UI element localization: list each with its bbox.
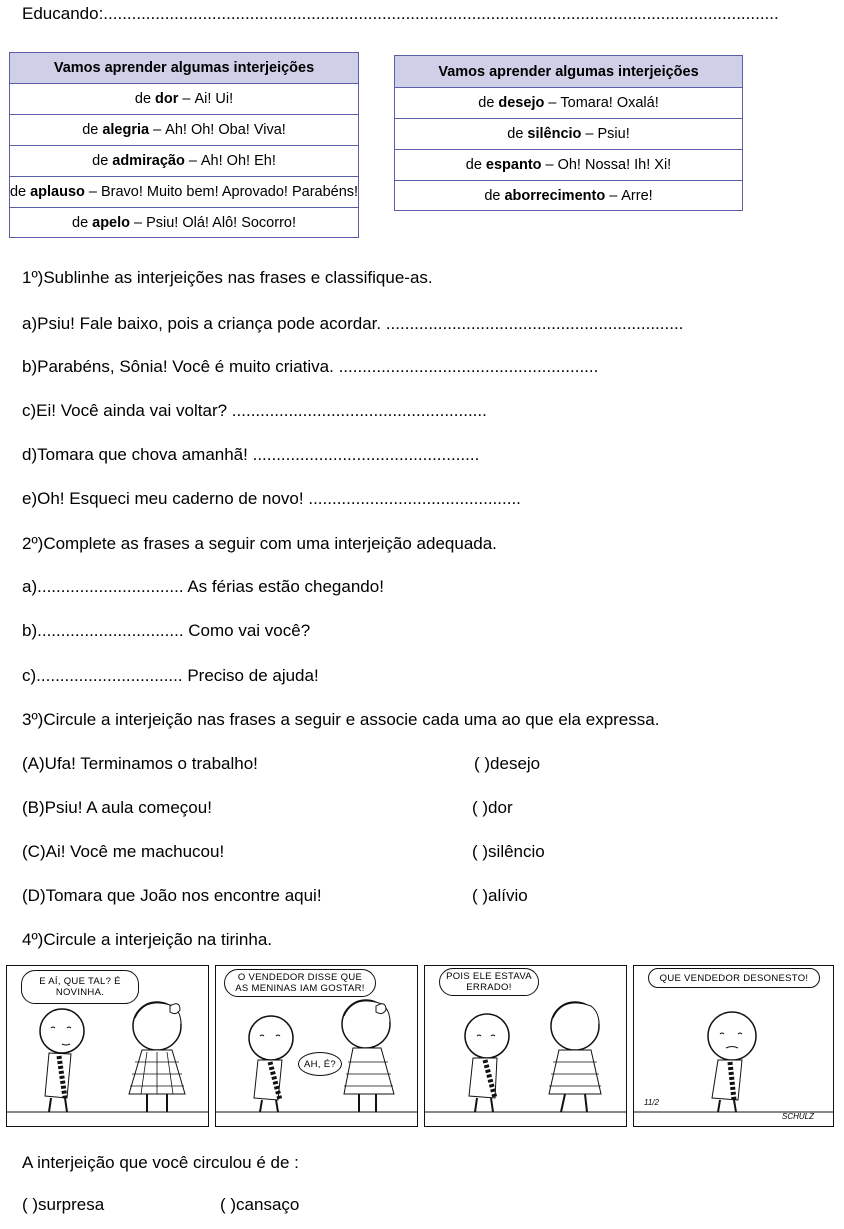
row-dash: – [609,188,618,204]
q4-answer-prompt: A interjeição que você circulou é de : [22,1153,299,1172]
row-prefix: de [92,153,109,169]
q2-item-text: Como vai você? [188,621,311,640]
table-row-admiracao [10,145,358,176]
q3-match-option[interactable]: ( )silêncio [472,842,545,861]
table-row-alegria [10,114,358,145]
q4-option-surpresa[interactable]: ( )surpresa [22,1195,105,1214]
interjection-table-right [394,55,743,211]
table-row-aplauso [10,176,358,207]
comic-panel-4 [633,965,834,1127]
row-dash: – [88,184,97,200]
q1-item-text: d)Tomara que chova amanhã! [22,445,248,464]
table-row-apelo [10,207,358,238]
comic-signature: SCHULZ [782,1112,815,1121]
row-type: dor [155,91,179,107]
row-prefix: de [134,91,152,107]
row-prefix: de [9,184,27,200]
q2-item-text: As férias estão chegando! [187,577,384,596]
q3-sentence: (D)Tomara que João nos encontre aqui! [22,886,322,905]
q2-item [22,576,384,598]
q2-answer-blank[interactable]: ............................... [36,666,183,685]
q3-sentence: (B)Psiu! A aula começou! [22,798,212,817]
speech-bubble-2b: AH, É? [298,1052,342,1076]
speech-bubble-2: O VENDEDOR DISSE QUE AS MENINAS IAM GOSTAR! [224,969,376,997]
q1-item [22,488,521,510]
row-examples: Arre! [621,188,653,204]
row-prefix: de [82,122,99,138]
q2-answer-blank[interactable]: ............................... [37,577,184,596]
q3-match-option[interactable]: ( )desejo [474,754,541,773]
q1-item-text: b)Parabéns, Sônia! Você é muito criativa. [22,357,334,376]
q2-answer-blank[interactable]: ............................... [37,621,184,640]
row-type: espanto [485,157,542,173]
speech-bubble-1: E AÍ, QUE TAL? É NOVINHA. [21,970,139,1004]
table-row-aborrecimento [395,180,742,211]
q3-match-option[interactable]: ( )dor [472,798,513,817]
row-type: desejo [498,95,545,111]
q2-item [22,620,310,642]
q1-item-text: c)Ei! Você ainda vai voltar? [22,401,228,420]
comic-panel-1 [6,965,209,1127]
educando-line [22,3,779,25]
q2-title: 2º)Complete as frases a seguir com uma interjeição adequada. [22,534,497,553]
row-type: silêncio [527,126,582,142]
row-dash: – [585,126,594,142]
q2-item [22,665,319,687]
row-dash: – [548,95,557,111]
table-row-espanto [395,149,742,180]
row-dash: – [182,91,191,107]
q1-item-text: e)Oh! Esqueci meu caderno de novo! [22,489,304,508]
table-row-silencio [395,118,742,149]
table-row-dor [10,83,358,114]
q1-answer-blank[interactable]: ................................................ [252,445,480,464]
row-type: alegria [102,122,150,138]
educando-label: Educando: [22,4,104,23]
q4-option-cansaco[interactable]: ( )cansaço [220,1195,300,1214]
table-right-title: Vamos aprender algumas interjeições [395,56,742,87]
q3-title: 3º)Circule a interjeição nas frases a seguir e associe cada uma ao que ela expressa. [22,710,660,729]
table-left-title: Vamos aprender algumas interjeições [10,53,358,83]
row-examples: Psiu! Olá! Alô! Socorro! [146,215,296,231]
q2-item-label: b) [22,621,38,640]
q1-answer-blank[interactable]: ............................................. [308,489,521,508]
row-dash: – [153,122,162,138]
table-row-desejo [395,87,742,118]
row-type: admiração [112,153,185,169]
comic-panel-3 [424,965,627,1127]
q2-item-label: a) [22,577,38,596]
q1-item-text: a)Psiu! Fale baixo, pois a criança pode acordar. [22,314,382,333]
q1-item [22,313,683,335]
q1-item [22,444,479,466]
q1-answer-blank[interactable]: ....................................................... [338,357,599,376]
q1-item [22,356,598,378]
row-prefix: de [465,157,482,173]
comic-date: 11/2 [644,1098,659,1107]
q3-sentence: (A)Ufa! Terminamos o trabalho! [22,754,258,773]
q1-answer-blank[interactable]: ...................................................... [231,401,487,420]
q1-title: 1º)Sublinhe as interjeições nas frases e classifique-as. [22,268,433,287]
q3-sentence: (C)Ai! Você me machucou! [22,842,225,861]
q3-match-option[interactable]: ( )alívio [472,886,528,905]
row-dash: – [188,153,197,169]
row-examples: Bravo! Muito bem! Aprovado! Parabéns! [100,184,359,200]
row-prefix: de [72,215,89,231]
row-examples: Ah! Oh! Oba! Viva! [165,122,286,138]
educando-blank[interactable]: ............................................................................................................................................... [103,4,779,23]
row-examples: Ai! Ui! [194,91,234,107]
row-examples: Tomara! Oxalá! [560,95,659,111]
q4-title: 4º)Circule a interjeição na tirinha. [22,930,272,949]
row-examples: Oh! Nossa! Ih! Xi! [557,157,672,173]
q2-item-text: Preciso de ajuda! [187,666,319,685]
speech-bubble-4: QUE VENDEDOR DESONESTO! [648,968,820,988]
row-type: apelo [92,215,131,231]
speech-bubble-3: POIS ELE ESTAVA ERRADO! [439,968,539,996]
row-prefix: de [484,188,501,204]
comic-panel-2 [215,965,418,1127]
row-type: aplauso [30,184,85,200]
interjection-table-left [9,52,359,238]
q1-answer-blank[interactable]: ............................................................... [385,314,684,333]
q1-item [22,400,487,422]
panel4-art [634,966,833,1126]
q2-item-label: c) [22,666,37,685]
row-examples: Psiu! [597,126,630,142]
row-dash: – [134,215,143,231]
row-examples: Ah! Oh! Eh! [200,153,276,169]
row-type: aborrecimento [504,188,606,204]
row-prefix: de [507,126,524,142]
row-dash: – [545,157,554,173]
row-prefix: de [478,95,495,111]
